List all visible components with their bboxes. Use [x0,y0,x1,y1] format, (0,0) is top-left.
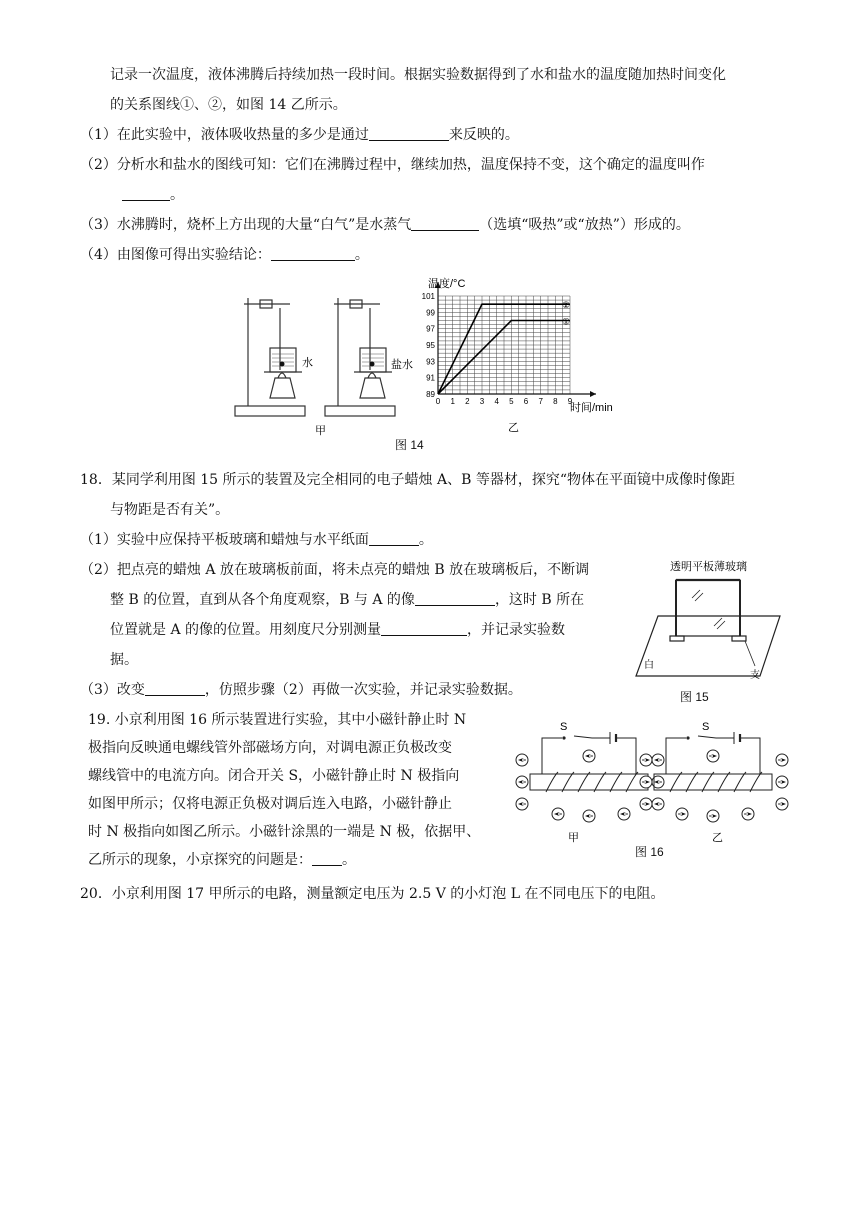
q18-part2-text-b: ，这时 B 所在 [494,592,585,608]
q18-part3-blank[interactable] [145,681,205,696]
q18-part2-text-a: 整 B 的位置，直到从各个角度观察，B 与 A 的像 [110,592,415,608]
fig14-xlabel: 时间/min [570,402,613,414]
q18-part2-text-d: ，并记录实验数 [467,622,566,638]
fig14-ylabel: 温度/°C [428,278,466,290]
fig14-apparatus [230,288,420,438]
q19-line3: 螺线管中的电流方向。闭合开关 S，小磁针静止时 N 极指向 [88,768,460,784]
q18-part1-text-a: （1）实验中应保持平板玻璃和蜡烛与水平纸面 [80,532,369,548]
q18-part2-blank-1[interactable] [415,591,495,606]
fig16-switch-jia: S [560,721,568,733]
q18-part1-text-b: 。 [418,532,433,548]
solenoid-coil [670,772,682,792]
y-tick-label: 97 [426,324,435,334]
x-tick-label: 1 [450,397,455,406]
q18-part1-blank[interactable] [369,531,419,546]
q17-part1-blank[interactable] [369,126,449,141]
q17-part2-line2 [122,185,184,205]
q17-part3-text-a: （3）水沸腾时，烧杯上方出现的大量“白气”是水蒸气 [80,217,412,233]
fig16-switch-yi: S [702,721,710,733]
series-label-2: ① [561,316,571,327]
x-tick-label: 7 [538,397,543,406]
solenoid-coil [546,772,558,792]
q17-part3-text-b: （选填“吸热”或“放热”）形成的。 [479,217,690,233]
solenoid-coil [626,772,638,792]
x-tick-label: 4 [494,397,499,406]
q18-part2-line2 [110,590,584,610]
fig16-caption: 图 16 [635,845,664,859]
q17-part3 [80,215,690,235]
q19-line2: 极指向反映通电螺线管外部磁场方向，对调电源正负极改变 [88,740,452,756]
q18-line1: 18．某同学利用图 15 所示的装置及完全相同的电子蜡烛 A、B 等器材，探究“物体在平面镜中成像时像距 [80,472,735,488]
solenoid-coil [750,772,762,792]
q19-line4: 如图甲所示；仅将电源正负极对调后连入电路，小磁针静止 [88,796,452,812]
fig16-label-yi: 乙 [712,832,723,844]
fig16-diagram [512,716,792,846]
y-tick-label: 99 [426,308,435,318]
q18-part1 [80,530,433,550]
x-tick-label: 0 [435,397,441,406]
fig14-label-salt: 盐水 [391,359,413,371]
solenoid-coil [686,772,698,792]
q17-intro-line-1: 记录一次温度，液体沸腾后持续加热一段时间。根据实验数据得到了水和盐水的温度随加热时间变化 [110,67,726,83]
switch-contact [562,736,565,739]
x-tick-label: 5 [509,397,514,406]
q18-part2-line4: 据。 [110,652,138,668]
q17-part4-text-a: （4）由图像可得出实验结论： [80,247,271,263]
q18-part2-line3 [110,620,565,640]
fig15-diagram [630,556,790,686]
q19-blank[interactable] [312,851,342,866]
q18-part3-text-b: ，仿照步骤（2）再做一次实验，并记录实验数据。 [204,682,522,698]
q17-part4 [80,245,369,265]
switch-contact [686,736,689,739]
solenoid-coil [610,772,622,792]
solenoid-coil [734,772,746,792]
q17-part2-blank[interactable] [122,186,170,201]
y-tick-label: 91 [426,373,435,383]
fig15-right-char: 支 [750,670,760,681]
fig16-label-jia: 甲 [568,832,579,844]
fig15-title: 透明平板薄玻璃 [670,561,747,573]
fig14-chart [418,274,628,434]
fig14-caption: 图 14 [395,438,424,452]
y-tick-label: 93 [426,357,435,367]
q17-part2-line1: （2）分析水和盐水的图线可知：它们在沸腾过程中，继续加热，温度保持不变，这个确定的温度叫作 [80,157,705,173]
x-tick-label: 8 [553,397,558,406]
q20-line1: 20．小京利用图 17 甲所示的电路，测量额定电压为 2.5 V 的小灯泡 L 在不同电压下的电阻。 [80,886,665,902]
fig15-caption: 图 15 [680,690,709,704]
solenoid-coil [578,772,590,792]
q17-part1 [80,125,519,145]
x-tick-label: 3 [479,397,485,406]
x-tick-label: 9 [567,397,573,406]
y-tick-label: 101 [421,292,435,301]
q19-line5: 时 N 极指向如图乙所示。小磁针涂黑的一端是 N 极，依据甲、 [88,824,481,840]
q19-line6-text-a: 乙所示的现象，小京探究的问题是： [88,852,312,868]
q17-part1-text-b: 来反映的。 [448,127,519,143]
q17-intro-line-2: 的关系图线①、②，如图 14 乙所示。 [110,97,347,113]
q17-part3-blank[interactable] [411,216,479,231]
q18-line2: 与物距是否有关”。 [110,502,230,518]
solenoid-coil [718,772,730,792]
q18-part2-blank-2[interactable] [381,621,467,636]
q17-part4-text-b: 。 [354,247,369,263]
fig14-label-jia: 甲 [315,425,326,437]
q17-part4-blank[interactable] [271,246,355,261]
fig15-left-char: 白 [644,660,654,671]
x-axis-arrow [590,391,596,397]
q17-part1-text-a: （1）在此实验中，液体吸收热量的多少是通过 [80,127,369,143]
solenoid-coil [702,772,714,792]
q18-part3-text-a: （3）改变 [80,682,145,698]
fig14-grid [438,296,570,394]
q19-line6-text-b: 。 [342,852,356,868]
q17-part2-text-b: 。 [170,187,184,203]
q18-part2-line1: （2）把点亮的蜡烛 A 放在玻璃板前面，将未点亮的蜡烛 B 放在玻璃板后，不断调 [80,562,590,578]
fig14-label-yi: 乙 [508,422,519,434]
y-tick-label: 89 [426,390,435,399]
q19-line6 [88,850,356,870]
q18-part3 [80,680,522,700]
series-label-1: ② [561,300,571,311]
fig14-label-water: 水 [302,357,313,369]
x-tick-label: 6 [523,397,529,406]
q18-part2-text-c: 位置就是 A 的像的位置。用刻度尺分别测量 [110,622,382,638]
q19-line1: 19. 小京利用图 16 所示装置进行实验，其中小磁针静止时 N [88,712,467,728]
solenoid-coil [562,772,574,792]
y-tick-label: 95 [426,341,435,350]
fig14-axes [435,282,596,397]
solenoid-coil [594,772,606,792]
x-tick-label: 2 [465,397,470,406]
